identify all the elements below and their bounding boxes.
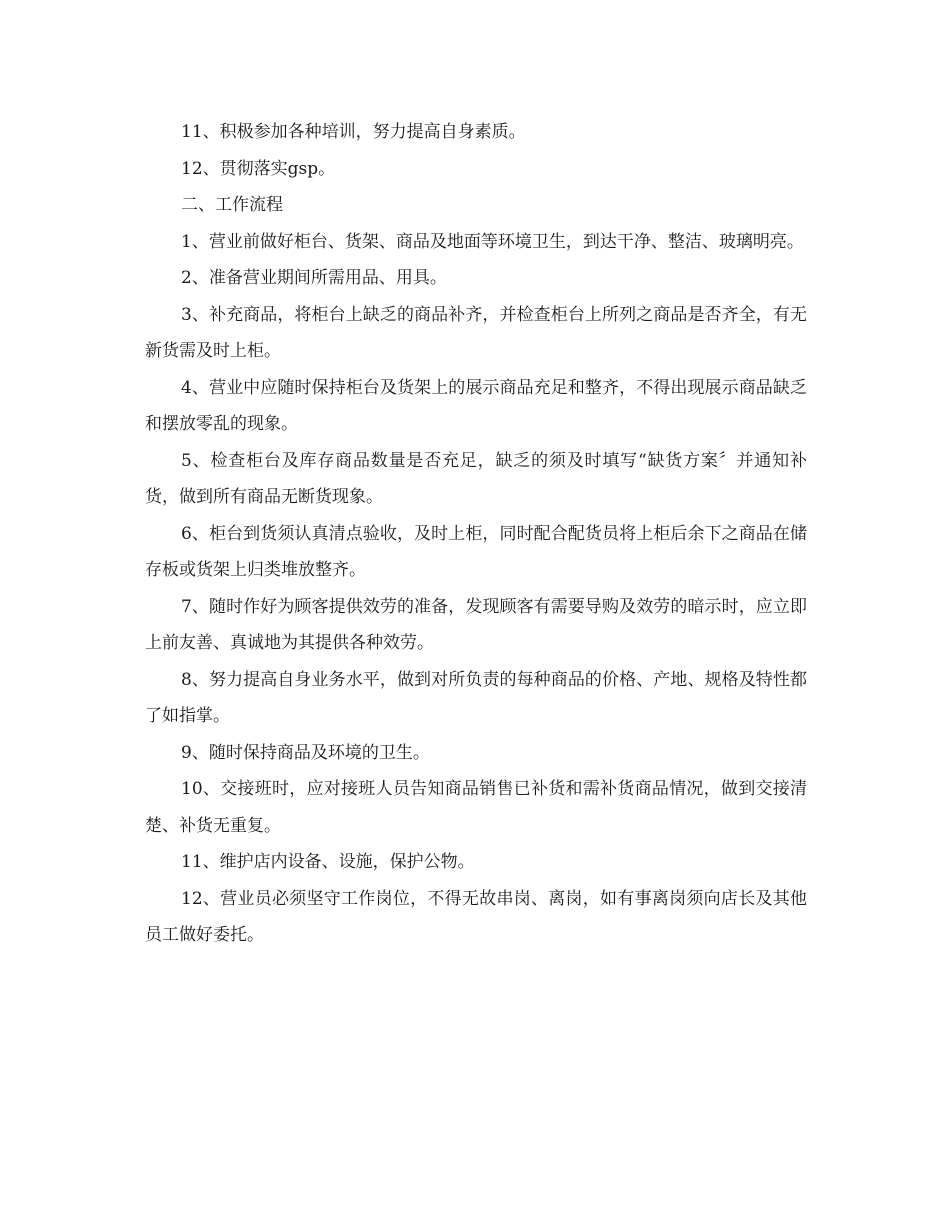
paragraph: 11、积极参加各种培训，努力提高自身素质。: [181, 122, 526, 142]
paragraph: 2、准备营业期间所需用品、用具。: [181, 268, 447, 288]
paragraph: 1、营业前做好柜台、货架、商品及地面等环境卫生，到达干净、整洁、玻璃明亮。: [181, 231, 804, 252]
paragraph: 12、贯彻落实gsp。: [181, 158, 336, 179]
section-heading: 二、工作流程: [181, 195, 283, 215]
document-body: [145, 114, 807, 954]
paragraph: 3、补充商品，将柜台上缺乏的商品补齐，并检查柜台上所列之商品是否齐全，有无新货需及时上柜。: [145, 304, 807, 361]
paragraph: 10、交接班时，应对接班人员告知商品销售已补货和需补货商品情况，做到交接清楚、补货无重复。: [145, 779, 807, 836]
paragraph: 11、维护店内设备、设施，保护公物。: [181, 852, 475, 872]
paragraph: 7、随时作好为顾客提供效劳的准备，发现顾客有需要导购及效劳的暗示时，应立即上前友善、真诚地为其提供各种效劳。: [145, 596, 807, 653]
paragraph: 12、营业员必须坚守工作岗位，不得无故串岗、离岗，如有事离岗须向店长及其他员工做好委托。: [145, 888, 807, 945]
paragraph: 4、营业中应随时保持柜台及货架上的展示商品充足和整齐，不得出现展示商品缺乏和摆放零乱的现象。: [145, 377, 807, 434]
paragraph: 8、努力提高自身业务水平，做到对所负责的每种商品的价格、产地、规格及特性都了如指掌。: [145, 669, 807, 726]
paragraph: 6、柜台到货须认真清点验收，及时上柜，同时配合配货员将上柜后余下之商品在储存板或货架上归类堆放整齐。: [145, 523, 807, 580]
paragraph: 9、随时保持商品及环境的卫生。: [181, 742, 430, 763]
paragraph: 5、检查柜台及库存商品数量是否充足，缺乏的须及时填写“缺货方案〞并通知补货，做到所有商品无断货现象。: [145, 450, 807, 507]
